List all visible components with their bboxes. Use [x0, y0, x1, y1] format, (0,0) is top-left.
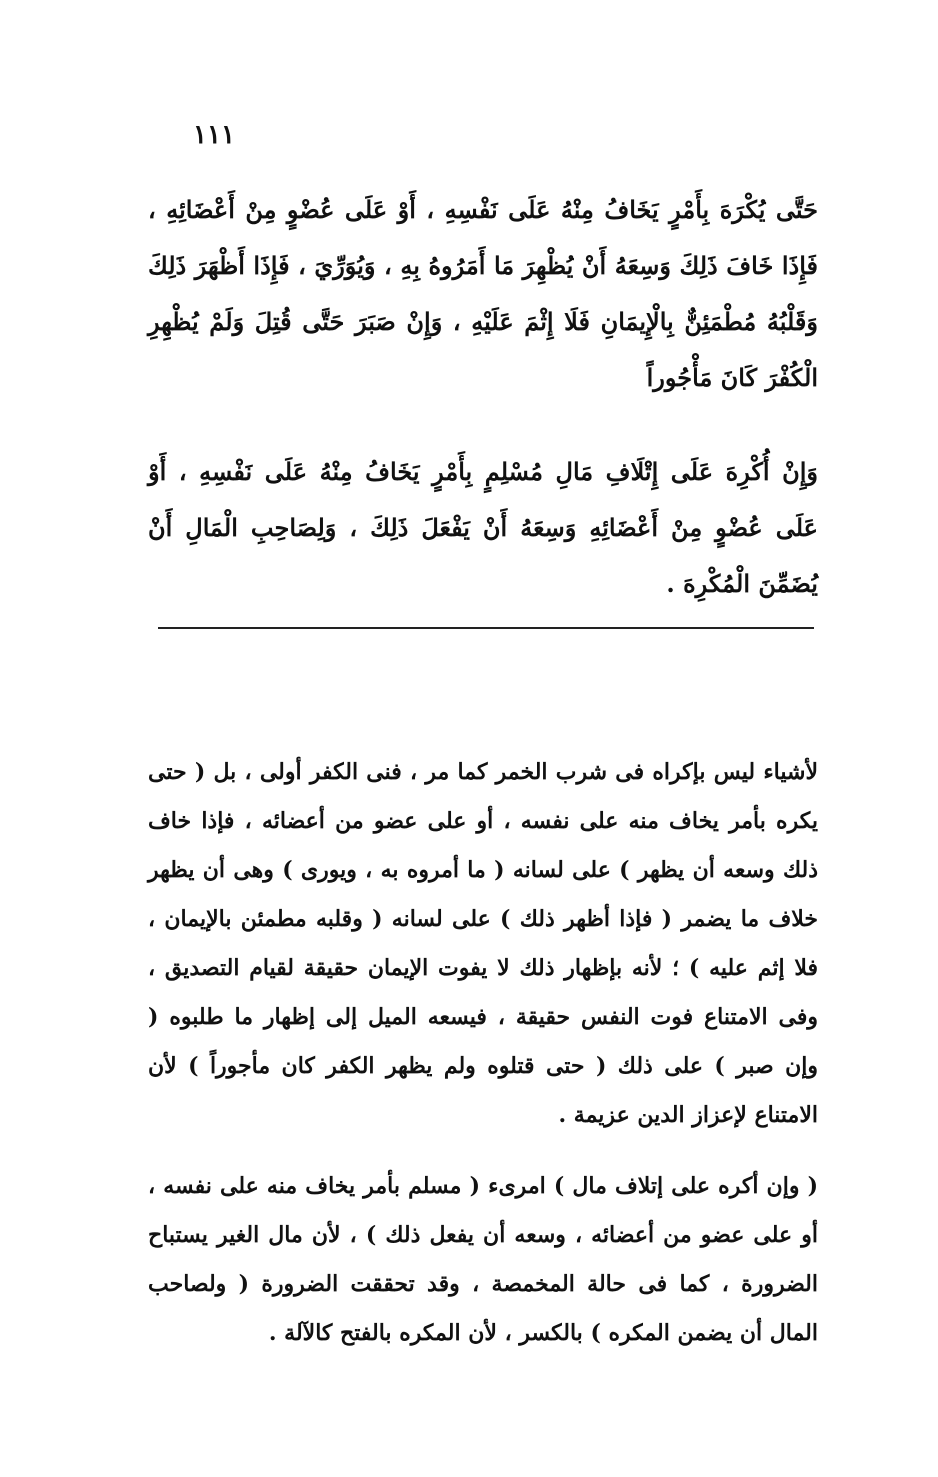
matn-paragraph-2: وَإِنْ أُكْرِهَ عَلَى إِتْلَافِ مَالِ مُسْلِمٍ بِأَمْرٍ يَخَافُ مِنْهُ عَلَى نَفْسِهِ ، أَوْ عَلَى عُضْوٍ مِنْ أَعْضَائِهِ وَسِعَهُ أَنْ يَفْعَلَ ذَلِكَ ، وَلِصَاحِبِ الْمَالِ أَنْ يُضَمِّنَ الْمُكْرِهَ .: [148, 457, 818, 598]
footnote-divider: [158, 627, 814, 629]
sharh-paragraph-2: ( وإن أكره على إتلاف مال ) امرىء ( مسلم بأمر يخاف منه على نفسه ، أو على عضو من أعضائه ، وسعه أن يفعل ذلك ) ، لأن مال الغير يستباح الضرورة ، كما فى حالة المخمصة ، وقد تحققت الضرورة ( ولصاحب المال أن يضمن المكره ) بالكسر ، لأن المكره بالفتح كالآلة .: [148, 1173, 818, 1346]
sharh-text: [148, 748, 818, 1358]
matn-text: [148, 182, 818, 612]
matn-paragraph-1: حَتَّى يُكْرَهَ بِأَمْرٍ يَخَافُ مِنْهُ عَلَى نَفْسِهِ ، أَوْ عَلَى عُضْوٍ مِنْ أَعْضَائِهِ ، فَإِذَا خَافَ ذَلِكَ وَسِعَهُ أَنْ يُظْهِرَ مَا أَمَرُوهُ بِهِ ، وَيُوَرِّيَ ، فَإِذَا أَظْهَرَ ذَلِكَ وَقَلْبُهُ مُطْمَئِنٌّ بِالْإِيمَانِ فَلَا إِثْمَ عَلَيْهِ ، وَإِنْ صَبَرَ حَتَّى قُتِلَ وَلَمْ يُظْهِرِ الْكُفْرَ كَانَ مَأْجُوراً: [148, 195, 818, 392]
sharh-paragraph-1: لأشياء ليس بإكراه فى شرب الخمر كما مر ، فنى الكفر أولى ، بل ( حتى يكره بأمر يخاف منه على نفسه ، أو على عضو من أعضائه ، فإذا خاف ذلك وسعه أن يظهر ) على لسانه ( ما أمروه به ، ويورى ) وهى أن يظهر خلاف ما يضمر ( فإذا أظهر ذلك ) على لسانه ( وقلبه مطمئن بالإيمان ، فلا إثم عليه ) ؛ لأنه بإظهار ذلك لا يفوت الإيمان حقيقة لقيام التصديق ، وفى الامتناع فوت النفس حقيقة ، فيسعه الميل إلى إظهار ما طلبوه ( وإن صبر ) على ذلك ( حتى قتلوه ولم يظهر الكفر كان مأجوراً ) لأن الامتناع لإعزاز الدين عزيمة .: [148, 759, 818, 1128]
page-number: ١١١: [193, 120, 235, 150]
